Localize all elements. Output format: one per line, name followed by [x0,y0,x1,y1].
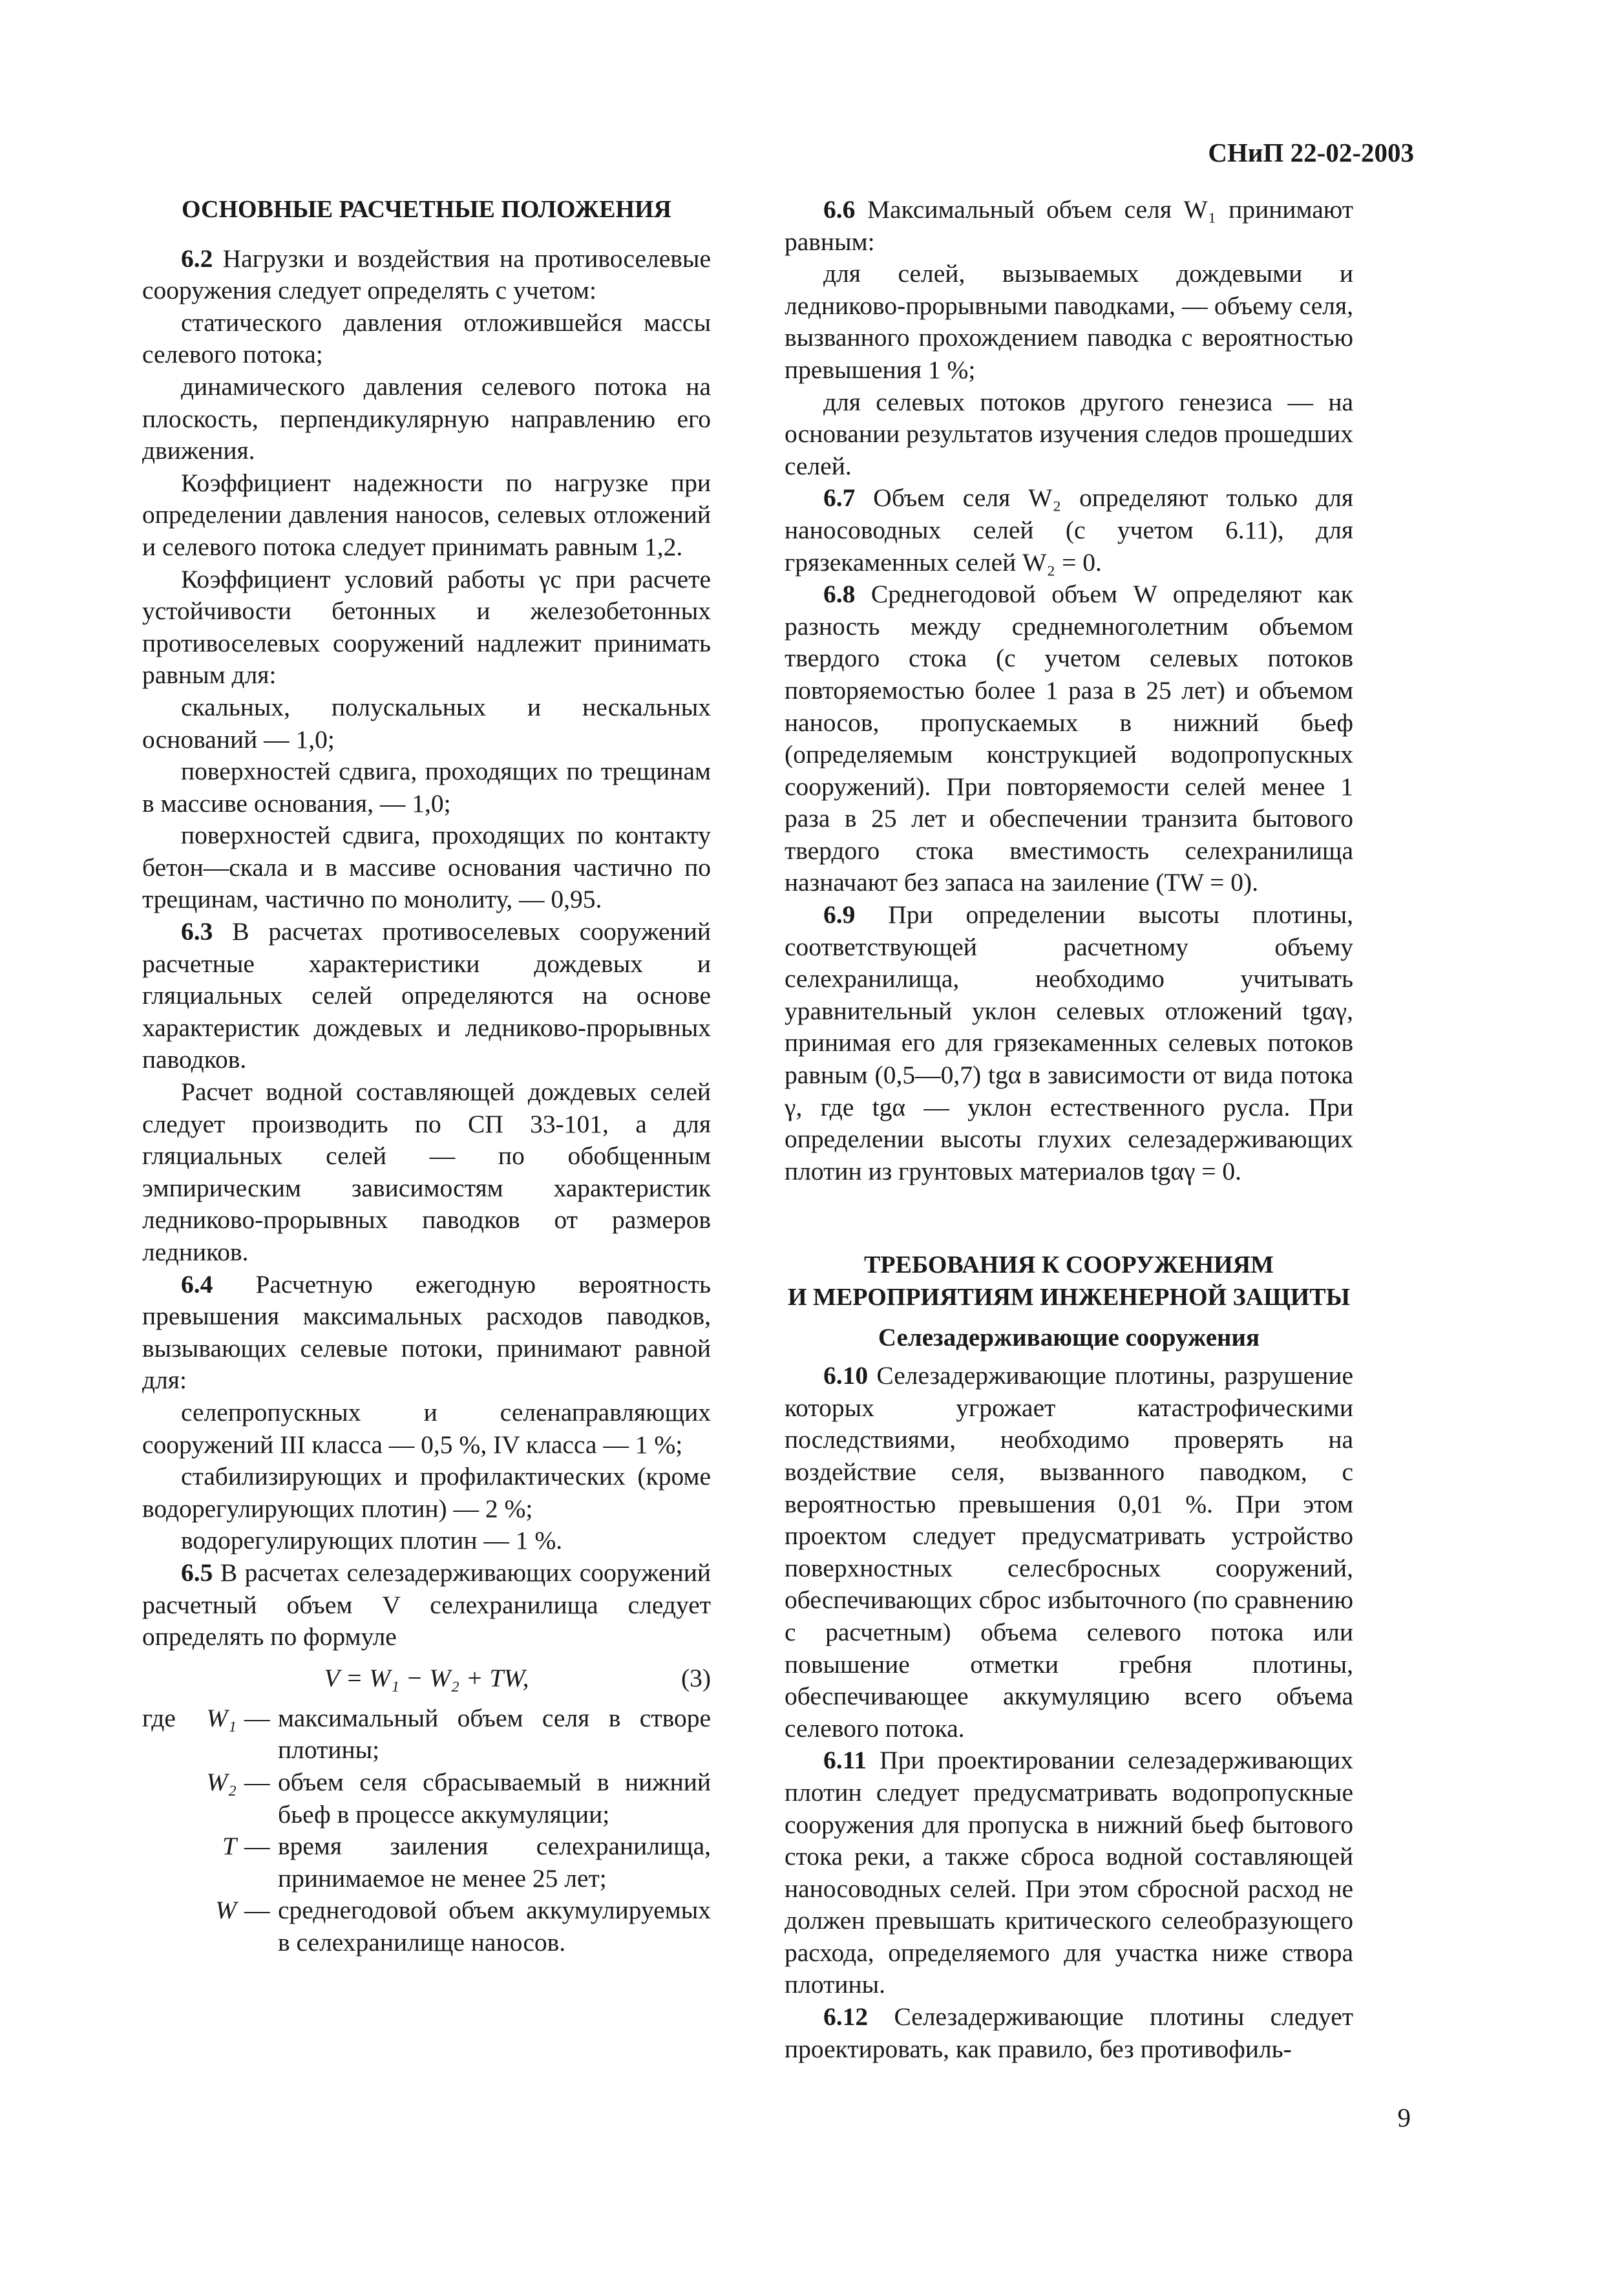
definition-dash: — [244,1832,270,1861]
list-item: для селей, вызываемых дождевыми и ледниково-прорывными паводками, — объему селя, вызванного прохождением паводка с вероятностью превышения 1 %; [785,259,1353,384]
paragraph-6-4 [142,1269,711,1397]
paragraph-text: При определении высоты плотины, соответствующей расчетному объему селехранилища, необходимо учитывать уравнительный уклон селевых отложений tgαγ, принимая его для грязекаменных селевых потоков равным (0,5—0,7) tgα в зависимости от вида потока γ, где tgα — уклон естественного русла. При определении высоты глухих селезадерживающих плотин из грунтовых материалов tgαγ = 0. [785,900,1353,1185]
list-item: для селевых потоков другого генезиса — на основании результатов изучения следов прошедших селей. [785,387,1353,480]
clause-number: 6.8 [823,580,856,609]
paragraph-text: Среднегодовой объем W определяют как разность между среднемноголетним объемом твердого стока (с учетом селевых потоков повторяемостью более 1 раза в 25 лет) и объемом наносов, пропускаемых в нижний бьеф (определяемым конструкцией водопропускных сооружений). При повторяемости селей менее 1 раза в 25 лет и обеспечении транзита бытового твердого стока вместимость селехранилища назначают без запаса на заиление (TW = 0). [785,580,1353,897]
formula-definitions [142,1703,711,1959]
paragraph-6-10 [785,1360,1353,1745]
definition-symbol: T [222,1832,237,1861]
subsection-title: Селезадерживающие сооружения [878,1323,1260,1352]
definition-text: время заиления селехранилища, принимаемое не менее 25 лет; [278,1832,711,1893]
document-code: СНиП 22-02-2003 [1208,138,1414,167]
paragraph-6-8 [785,578,1353,899]
list-item: поверхностей сдвига, проходящих по трещинам в массиве основания, — 1,0; [142,757,711,818]
paragraph-text: Максимальный объем селя W₁ принимают равным: [785,195,1353,256]
paragraph-text: Коэффициент условий работы γc при расчете устойчивости бетонных и железобетонных противоселевых сооружений надлежит принимать равным для: [142,564,711,690]
paragraph-6-11 [785,1745,1353,2001]
formula-number: (3) [680,1663,711,1692]
list-item: селепропускных и селенаправляющих сооружений III класса — 0,5 %, IV класса — 1 %; [142,1397,711,1459]
definition-symbol: W [215,1896,237,1925]
page-number: 9 [1397,2103,1411,2132]
definition-dash: — [244,1703,270,1732]
definition-symbol: W₁ [206,1703,237,1732]
left-column [142,194,711,1958]
paragraph-text: Объем селя W₂ определяют только для наносоводных селей (с учетом 6.11), для грязекаменных селей W₂ = 0. [785,483,1353,577]
definition-text: максимальный объем селя в створе плотины; [278,1703,711,1765]
section-title-line: И МЕРОПРИЯТИЯМ ИНЖЕНЕРНОЙ ЗАЩИТЫ [787,1284,1351,1311]
definition-row [142,1830,711,1894]
clause-number: 6.5 [181,1558,213,1587]
paragraph-6-12 [785,2001,1353,2065]
formula-3 [142,1662,711,1696]
list-item: поверхностей сдвига, проходящих по контакту бетон—скала и в массиве основания частично по трещинам, частично по монолиту, — 0,95. [142,821,711,914]
paragraph-6-7 [785,482,1353,578]
clause-number: 6.12 [823,2002,869,2032]
list-item: стабилизирующих и профилактических (кроме водорегулирующих плотин) — 2 %; [142,1462,711,1523]
clause-number: 6.11 [823,1746,867,1775]
clause-number: 6.10 [823,1361,869,1390]
definitions-intro: где [142,1703,176,1732]
paragraph-text: Селезадерживающие плотины, разрушение которых угрожает катастрофическими последствиями, необходимо проверять на воздействие селя, вызванного паводком, с вероятностью превышения 0,01 %. При этом проектом следует предусматривать устройство поверхностных селесбросных сооружений, обеспечивающих сброс избыточного (по сравнению с расчетным) объема селевого потока или повышение отметки гребня плотины, обеспечивающее аккумуляцию всего объема селевого потока. [785,1361,1353,1743]
list-item: скальных, полускальных и нескальных оснований — 1,0; [142,692,711,754]
paragraph-text: В расчетах селезадерживающих сооружений расчетный объем V селехранилища следует определять по формуле [142,1558,711,1651]
definition-row [142,1894,711,1958]
section-title-requirements [785,1249,1353,1313]
definition-dash: — [244,1767,270,1796]
paragraph-6-6 [785,194,1353,258]
list-item: статического давления отложившейся массы селевого потока; [142,308,711,369]
paragraph-6-5 [142,1557,711,1653]
definition-symbol: W₂ [206,1767,237,1796]
paragraph-6-2 [142,243,711,307]
paragraph-text: Коэффициент надежности по нагрузке при определении давления наносов, селевых отложений и селевого потока следует принимать равным 1,2. [142,468,711,561]
section-title-calculation: ОСНОВНЫЕ РАСЧЕТНЫЕ ПОЛОЖЕНИЯ [182,196,671,223]
list-item: водорегулирующих плотин — 1 %. [181,1526,563,1555]
clause-number: 6.6 [823,195,856,224]
formula-expression: V = W₁ − W₂ + TW, [324,1663,529,1692]
clause-number: 6.3 [181,917,213,946]
definition-row [142,1703,711,1766]
clause-number: 6.7 [823,483,856,513]
clause-number: 6.9 [823,900,856,929]
paragraph-text: Расчетную ежегодную вероятность превышения максимальных расходов паводков, вызывающих селевые потоки, принимают равной для: [142,1269,711,1395]
paragraph-text: Селезадерживающие плотины следует проектировать, как правило, без противофиль- [785,2002,1353,2063]
section-title-line: ТРЕБОВАНИЯ К СООРУЖЕНИЯМ [864,1251,1274,1279]
paragraph-text: В расчетах противоселевых сооружений расчетные характеристики дождевых и гляциальных селей определяются на основе характеристик дождевых и ледниково-прорывных паводков. [142,917,711,1074]
clause-number: 6.4 [181,1269,213,1299]
paragraph-6-9 [785,899,1353,1187]
definition-text: среднегодовой объем аккумулируемых в селехранилище наносов. [278,1896,711,1957]
paragraph-text: Нагрузки и воздействия на противоселевые сооружения следует определять с учетом: [142,244,711,305]
list-item: динамического давления селевого потока на плоскость, перпендикулярную направлению его движения. [142,372,711,465]
paragraph-6-3 [142,916,711,1076]
definition-text: объем селя сбрасываемый в нижний бьеф в процессе аккумуляции; [278,1767,711,1829]
definition-dash: — [244,1896,270,1925]
right-column [785,194,1353,2065]
paragraph-text: При проектировании селезадерживающих плотин следует предусматривать водопропускные сооружения для пропуска в нижний бьеф бытового стока реки, а также сброса водной составляющей наносоводных селей. При этом сбросной расход не должен превышать критического селеобразующего расхода, определяемого для участка ниже створа плотины. [785,1746,1353,1999]
paragraph-text: Расчет водной составляющей дождевых селей следует производить по СП 33-101, а для гляциальных селей — по обобщенным эмпирическим зависимостям характеристик ледниково-прорывных паводков от размеров ледников. [142,1077,711,1266]
definition-row [142,1766,711,1830]
clause-number: 6.2 [181,244,213,273]
